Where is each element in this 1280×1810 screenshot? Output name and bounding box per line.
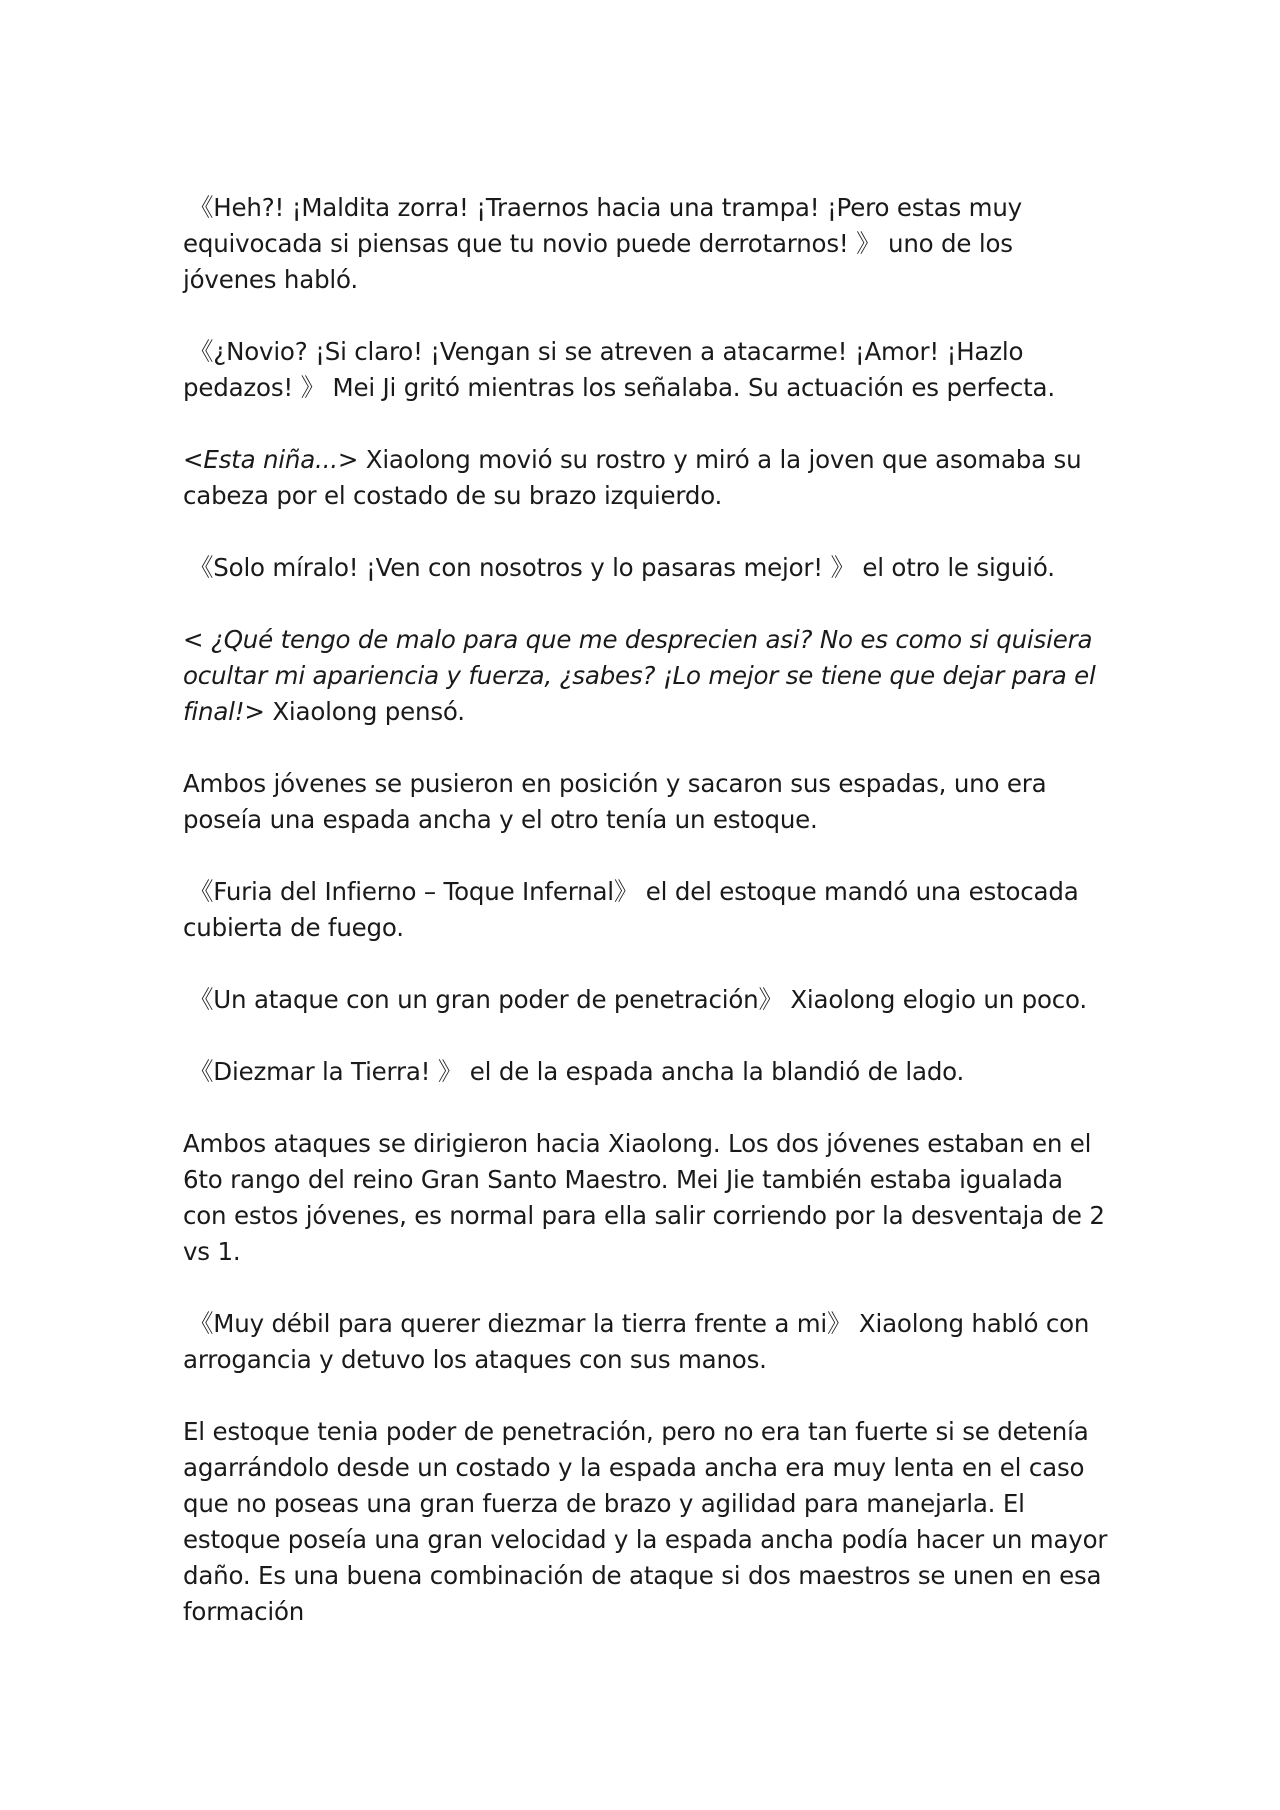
paragraph-5 <box>183 622 1113 730</box>
paragraph-2-text: 《¿Novio? ¡Si claro! ¡Vengan si se atreven a atacarme! ¡Amor! ¡Hazlo pedazos! 》 Mei Ji gritó mientras los señalaba. Su actuación es perfecta. <box>183 337 1055 402</box>
document-body <box>183 190 1113 1630</box>
paragraph-7-text: 《Furia del Infierno – Toque Infernal》 el del estoque mandó una estocada cubierta de fuego. <box>183 877 1079 942</box>
paragraph-5-thought: < ¿Qué tengo de malo para que me desprecien asi? No es como si quisiera ocultar mi apariencia y fuerza, ¿sabes? ¡Lo mejor se tiene que dejar para el final!> <box>183 625 1096 726</box>
paragraph-10-text: Ambos ataques se dirigieron hacia Xiaolong. Los dos jóvenes estaban en el 6to rango del reino Gran Santo Maestro. Mei Jie también estaba igualada con estos jóvenes, es normal para ella salir corriendo por la desventaja de 2 vs 1. <box>183 1129 1105 1266</box>
paragraph-8 <box>183 982 1113 1018</box>
paragraph-8-text: 《Un ataque con un gran poder de penetración》 Xiaolong elogio un poco. <box>189 985 1087 1014</box>
paragraph-7 <box>183 874 1113 946</box>
paragraph-11 <box>183 1306 1113 1378</box>
paragraph-4 <box>183 550 1113 586</box>
paragraph-6 <box>183 766 1113 838</box>
paragraph-12 <box>183 1414 1113 1630</box>
paragraph-3-text: Xiaolong movió su rostro y miró a la joven que asomaba su cabeza por el costado de su brazo izquierdo. <box>183 445 1082 510</box>
paragraph-12-text: El estoque tenia poder de penetración, pero no era tan fuerte si se detenía agarrándolo desde un costado y la espada ancha era muy lenta en el caso que no poseas una gran fuerza de brazo y agilidad para manejarla. El estoque poseía una gran velocidad y la espada ancha podía hacer un mayor daño. Es una buena combinación de ataque si dos maestros se unen en esa formación <box>183 1417 1108 1626</box>
paragraph-11-text: 《Muy débil para querer diezmar la tierra frente a mi》 Xiaolong habló con arrogancia y detuvo los ataques con sus manos. <box>183 1309 1090 1374</box>
paragraph-5-text: Xiaolong pensó. <box>264 697 465 726</box>
paragraph-3-thought: <Esta niña...> <box>183 445 359 474</box>
paragraph-3 <box>183 442 1113 514</box>
paragraph-4-text: 《Solo míralo! ¡Ven con nosotros y lo pasaras mejor! 》 el otro le siguió. <box>189 553 1055 582</box>
paragraph-10 <box>183 1126 1113 1270</box>
paragraph-1-text: 《Heh?! ¡Maldita zorra! ¡Traernos hacia una trampa! ¡Pero estas muy equivocada si piensas que tu novio puede derrotarnos! 》 uno de los jóvenes habló. <box>183 193 1022 294</box>
paragraph-9 <box>183 1054 1113 1090</box>
paragraph-1 <box>183 190 1113 298</box>
paragraph-2 <box>183 334 1113 406</box>
paragraph-9-text: 《Diezmar la Tierra! 》 el de la espada ancha la blandió de lado. <box>189 1057 965 1086</box>
paragraph-6-text: Ambos jóvenes se pusieron en posición y sacaron sus espadas, uno era poseía una espada ancha y el otro tenía un estoque. <box>183 769 1047 834</box>
